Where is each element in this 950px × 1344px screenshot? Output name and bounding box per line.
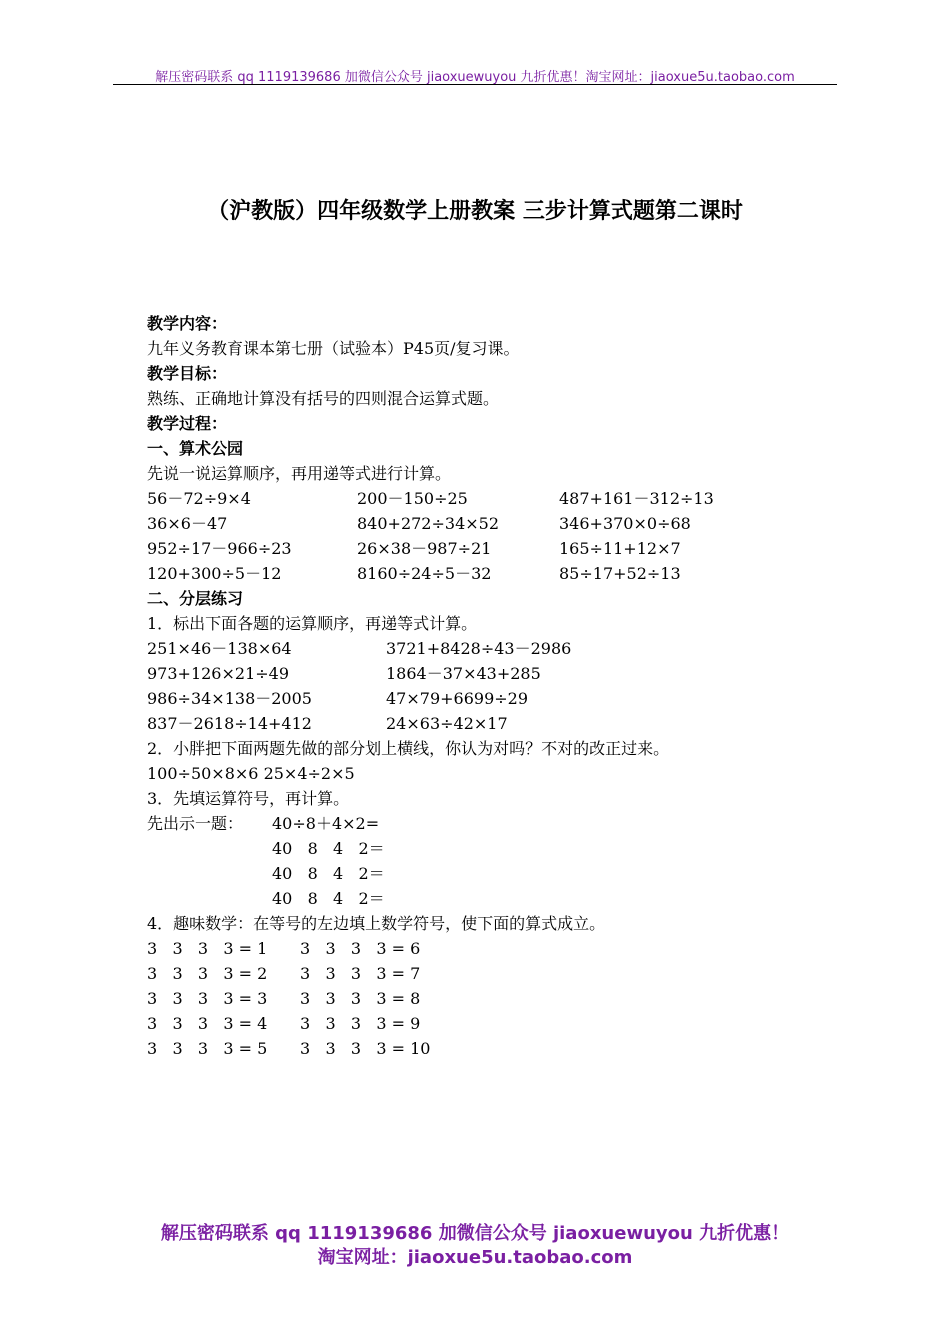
expression: 3 3 3 3 = 8: [300, 989, 421, 1008]
expression: 3 3 3 3 = 1: [147, 939, 268, 958]
expression: 3 3 3 3 = 7: [300, 964, 421, 983]
expression-row: [147, 861, 847, 886]
expression: 1864－37×43+285: [386, 664, 541, 683]
expression: 36×6－47: [147, 514, 228, 533]
question-4: 4．趣味数学：在等号的左边填上数学符号，使下面的算式成立。: [147, 914, 606, 933]
expression: 251×46－138×64: [147, 639, 292, 658]
expression-row: [147, 561, 847, 586]
expression: 973+126×21÷49: [147, 664, 290, 683]
expression-row: [147, 961, 847, 986]
section1-heading: 一、算术公园: [147, 439, 244, 458]
expression: 40 8 4 2＝: [272, 864, 385, 883]
expression: 986÷34×138－2005: [147, 689, 312, 708]
expression: 165÷11+12×7: [559, 539, 681, 558]
footer-taobao-line: 淘宝网址：jiaoxue5u.taobao.com: [317, 1247, 633, 1268]
expression-row: [147, 986, 847, 1011]
expression: 3 3 3 3 = 9: [300, 1014, 421, 1033]
header-divider: [113, 84, 837, 85]
section2-heading: 二、分层练习: [147, 589, 244, 608]
heading-teaching-content: 教学内容：: [147, 314, 228, 333]
question-2-expressions: 100÷50×8×6 25×4÷2×5: [147, 764, 355, 783]
expression: 24×63÷42×17: [386, 714, 508, 733]
expression-row: [147, 536, 847, 561]
expression-row: [147, 936, 847, 961]
expression: 26×38－987÷21: [357, 539, 492, 558]
expression-row: [147, 636, 847, 661]
teaching-goal-text: 熟练、正确地计算没有括号的四则混合运算式题。: [147, 389, 500, 408]
expression: 837－2618÷14+412: [147, 714, 312, 733]
expression: 56－72÷9×4: [147, 489, 251, 508]
document-body: [147, 311, 847, 1061]
heading-teaching-process: 教学过程：: [147, 414, 228, 433]
expression-row: [147, 486, 847, 511]
expression-row: [147, 686, 847, 711]
expression: 47×79+6699÷29: [386, 689, 529, 708]
expression: 3 3 3 3 = 4: [147, 1014, 268, 1033]
expression: 346+370×0÷68: [559, 514, 691, 533]
heading-teaching-goal: 教学目标：: [147, 364, 228, 383]
expression-row: [147, 1036, 847, 1061]
question-3: 3．先填运算符号，再计算。: [147, 789, 350, 808]
question-2: 2．小胖把下面两题先做的部分划上横线，你认为对吗？不对的改正过来。: [147, 739, 670, 758]
header-contact-text: 解压密码联系 qq 1119139686 加微信公众号 jiaoxuewuyou 九折优惠！淘宝网址：jiaoxue5u.taobao.com: [155, 70, 795, 85]
expression: 487+161－312÷13: [559, 489, 714, 508]
expression-row: [147, 661, 847, 686]
expression: 3 3 3 3 = 10: [300, 1039, 431, 1058]
expression: 40 8 4 2＝: [272, 889, 385, 908]
expression-row: [147, 811, 847, 836]
expression: 3721+8428÷43－2986: [386, 639, 572, 658]
page-title: （沪教版）四年级数学上册教案 三步计算式题第二课时: [207, 199, 743, 224]
footer-contact-line: 解压密码联系 qq 1119139686 加微信公众号 jiaoxuewuyou 九折优惠！: [160, 1223, 790, 1244]
expression-row: [147, 1011, 847, 1036]
teaching-content-text: 九年义务教育课本第七册（试验本）P45页/复习课。: [147, 339, 520, 358]
expression: 3 3 3 3 = 6: [300, 939, 421, 958]
section1-intro: 先说一说运算顺序，再用递等式进行计算。: [147, 464, 452, 483]
expression: 40÷8＋4×2=: [272, 814, 380, 833]
question-3-label: 先出示一题：: [147, 814, 244, 833]
expression: 120+300÷5－12: [147, 564, 282, 583]
expression: 3 3 3 3 = 3: [147, 989, 268, 1008]
expression-row: [147, 886, 847, 911]
expression: 3 3 3 3 = 5: [147, 1039, 268, 1058]
question-1: 1．标出下面各题的运算顺序，再递等式计算。: [147, 614, 478, 633]
expression-row: [147, 711, 847, 736]
expression: 3 3 3 3 = 2: [147, 964, 268, 983]
expression: 200－150÷25: [357, 489, 468, 508]
expression: 40 8 4 2＝: [272, 839, 385, 858]
expression: 85÷17+52÷13: [559, 564, 681, 583]
expression: 8160÷24÷5－32: [357, 564, 492, 583]
expression-row: [147, 836, 847, 861]
expression-row: [147, 511, 847, 536]
expression: 840+272÷34×52: [357, 514, 500, 533]
expression: 952÷17－966÷23: [147, 539, 292, 558]
